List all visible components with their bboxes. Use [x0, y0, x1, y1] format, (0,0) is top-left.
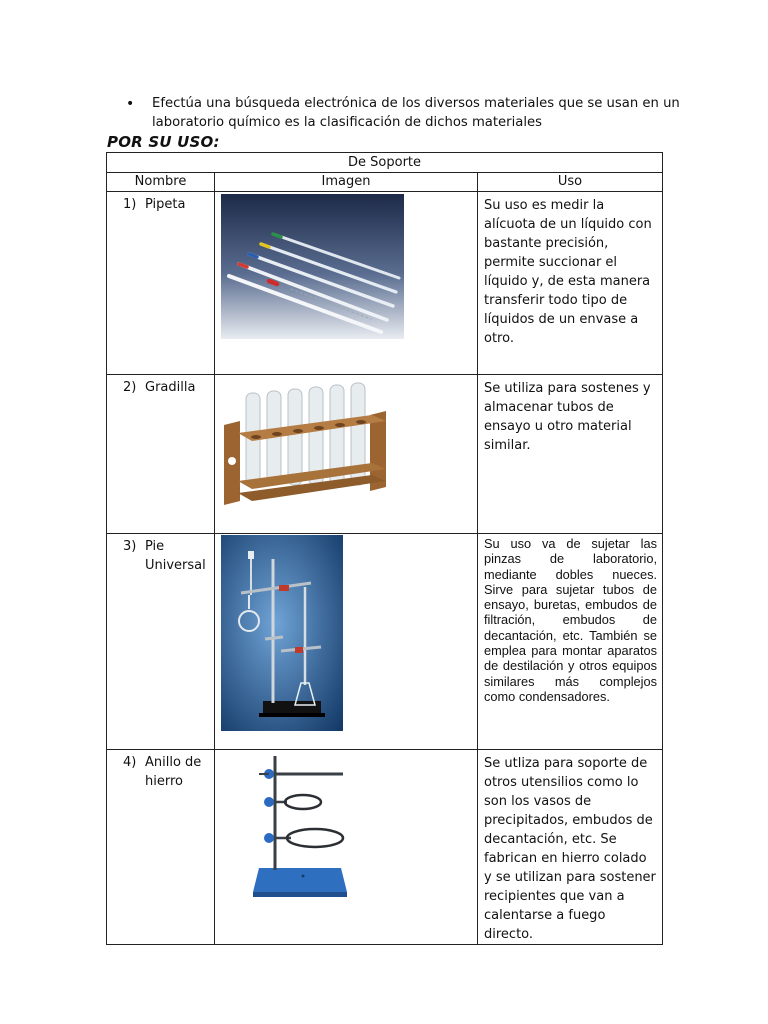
row-number: 3) — [123, 539, 137, 554]
row-use-cell: Se utiliza para sostenes y almacenar tubos de ensayo u otro material similar. — [478, 375, 663, 534]
bullet-icon: • — [126, 96, 135, 112]
test-tube-rack-image — [220, 381, 392, 513]
row-use-cell: Su uso es medir la alícuota de un líquido con bastante precisión, permite succionar el líquido y, de esta manera transferir todo tipo de líquidos de un envase a otro. — [478, 192, 663, 375]
row-name-cell — [107, 375, 215, 534]
intro-bullet-paragraph — [126, 94, 689, 132]
iron-ring-stand-image — [245, 752, 355, 904]
row-image-cell — [215, 375, 478, 534]
table-row — [107, 375, 663, 534]
row-name: Anillo de hierro — [145, 755, 202, 789]
row-name-cell — [107, 534, 215, 750]
row-use-cell: Su uso va de sujetar las pinzas de laboratorio, mediante dobles nueces. Sirve para sujetar tubos de ensayo, buretas, embudos de filtración, embudos de decantación, etc. También se emplea para montar aparatos de destilación y otros equipos similares más complejos como condensadores. — [478, 534, 663, 750]
section-title: POR SU USO: — [107, 133, 220, 151]
row-number: 4) — [123, 755, 137, 770]
row-number: 2) — [123, 380, 137, 395]
header-use: Uso — [478, 173, 663, 192]
intro-line-2: laboratorio químico es la clasificación de dichos materiales — [152, 115, 542, 130]
row-use-cell: Se utliza para soporte de otros utensilios como lo son los vasos de precipitados, embudos de decantación, etc. Se fabrican en hierro colado y se utilizan para sostener recipientes que van a calentarse a fuego directo. — [478, 750, 663, 945]
header-name: Nombre — [107, 173, 215, 192]
row-name-cell — [107, 192, 215, 375]
row-image-cell — [215, 534, 478, 750]
row-name: Pipeta — [145, 197, 186, 212]
table-title: De Soporte — [107, 153, 663, 173]
row-name-cell — [107, 750, 215, 945]
table-row — [107, 750, 663, 945]
universal-stand-image — [221, 535, 343, 731]
row-image-cell — [215, 192, 478, 375]
row-number: 1) — [123, 197, 137, 212]
table-row — [107, 192, 663, 375]
intro-line-1: Efectúa una búsqueda electrónica de los diversos materiales que se usan en un — [152, 96, 680, 111]
row-name: Gradilla — [145, 380, 196, 395]
header-image: Imagen — [215, 173, 478, 192]
table-title-row — [107, 153, 663, 173]
pipette-image — [221, 194, 404, 339]
table-header-row — [107, 173, 663, 192]
row-name: Pie Universal — [145, 539, 206, 573]
materials-table — [106, 152, 663, 945]
table-row — [107, 534, 663, 750]
row-image-cell — [215, 750, 478, 945]
